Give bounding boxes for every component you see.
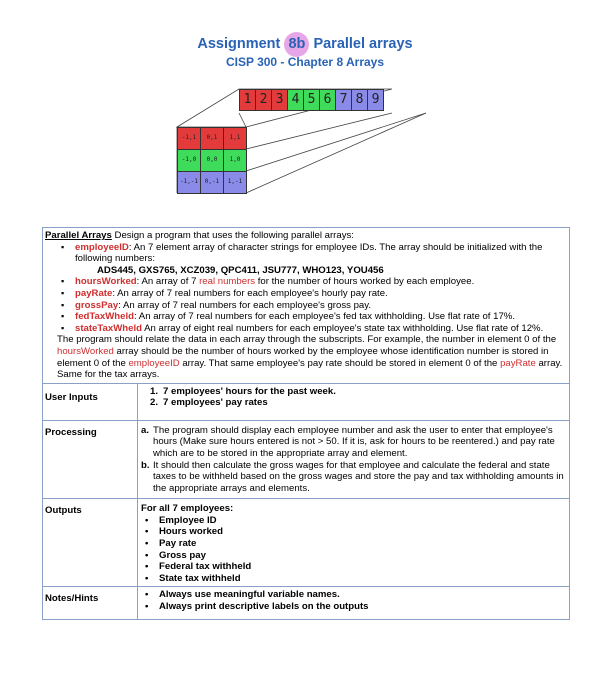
array-cell: 1: [239, 89, 256, 111]
array-name: employeeID: [75, 241, 129, 253]
employee-id-values: ADS445, GXS765, XCZ039, QPC411, JSU777, WHO123, YOU456: [97, 264, 384, 276]
item-text: Hours worked: [159, 526, 223, 538]
row-label: Outputs: [43, 499, 138, 586]
list-item: [61, 323, 565, 335]
row-content: [138, 587, 569, 618]
grid-cell: 1,1: [223, 127, 247, 150]
list-item: • Federal tax withheld: [145, 561, 252, 573]
title-prefix: Assignment: [197, 36, 281, 52]
list-item: [61, 288, 565, 300]
item-text: State tax withheld: [159, 572, 241, 584]
list-item: b. It should then calculate the gross wages for that employee and calculate the federal and state taxes to be withheld based on the gross wages and store the pay and tax withholding amounts in the appropriate arrays and elements.: [141, 460, 566, 495]
row-content: [138, 384, 569, 420]
list-item: • Pay rate: [145, 538, 197, 550]
item-text: Pay rate: [159, 538, 197, 550]
array-cell: 6: [319, 89, 336, 111]
title-suffix: Parallel arrays: [313, 36, 413, 52]
list-item: • Hours worked: [145, 526, 223, 538]
relation-paragraph: [45, 334, 565, 380]
grid-cell: -1,1: [177, 127, 201, 150]
list-item: • Employee ID: [145, 514, 217, 526]
list-item: • State tax withheld: [145, 572, 241, 584]
array-list: [45, 276, 565, 334]
array-name: grossPay: [75, 299, 119, 311]
array-desc: : An array of 7 real numbers for each employee's hourly pay rate.: [112, 287, 388, 299]
paragraph-text: array. Same for the tax arrays.: [57, 357, 563, 381]
list-item: [61, 276, 565, 288]
list-item: [61, 242, 565, 265]
grid-cell: 1,0: [223, 149, 247, 172]
paragraph-text: The program should relate the data in each array through the subscripts. For example, the number in element 0 of the: [57, 334, 557, 346]
grid-cell: 0,0: [200, 149, 224, 172]
list-item: • Gross pay: [145, 549, 206, 561]
list-item: 2. 7 employees' pay rates: [150, 397, 268, 409]
array-desc-highlight: real numbers: [199, 276, 256, 288]
notes-row: [43, 587, 569, 618]
array-desc: : An 7 element array of character strings for employee IDs. The array should be initialized with the following numbers:: [75, 241, 543, 265]
grid-cell: 0,1: [200, 127, 224, 150]
parallel-arrays-description: [43, 228, 569, 384]
intro-text: Design a program that uses the following parallel arrays:: [111, 230, 354, 241]
array-name: fedTaxWheld: [75, 311, 134, 323]
row-label: User Inputs: [43, 384, 138, 420]
row-label: Notes/Hints: [43, 587, 138, 618]
array-desc: An array of eight real numbers for each employee's state tax withholding. Use flat rate of 12%.: [142, 322, 544, 334]
assignment-table: [42, 227, 570, 620]
outputs-lead: For all 7 employees:: [141, 503, 234, 515]
item-text: Gross pay: [159, 549, 206, 561]
array-cell: 5: [303, 89, 320, 111]
assignment-number-badge: 8b: [284, 32, 309, 57]
row-content: [138, 499, 569, 586]
array-name: hoursWorked: [75, 276, 137, 288]
list-item: [61, 311, 565, 323]
array-desc: : An array of 7 real numbers for each employee's fed tax withholding. Use flat rate of 17%.: [134, 311, 515, 323]
item-text: Always print descriptive labels on the outputs: [159, 601, 369, 613]
array-desc: : An array of 7: [136, 276, 200, 288]
array-desc: : An array of 7 real numbers for each employee's gross pay.: [118, 299, 372, 311]
list-item: [61, 300, 565, 312]
section-heading: Parallel Arrays: [45, 230, 112, 241]
paragraph-text: array. That same employee's pay rate should be stored in element 0 of the: [179, 357, 501, 369]
paragraph-highlight: payRate: [500, 357, 536, 369]
intro-line: [45, 230, 565, 242]
projection-line: [246, 113, 426, 193]
array-cell: 7: [335, 89, 352, 111]
projection-line: [239, 113, 246, 127]
array-list: [45, 242, 565, 265]
user-inputs-row: [43, 384, 569, 421]
array-name: stateTaxWheld: [75, 322, 142, 334]
grid-cell: 0,-1: [200, 171, 224, 194]
list-item: a. The program should display each employee number and ask the user to enter that employee's hours (Make sure hours entered is not > 50. If it is, ask for hours to be reentered.) and pay rate which are to be stored in the appropriate array and element.: [141, 425, 566, 460]
item-text: Employee ID: [159, 514, 217, 526]
array-cell: 4: [287, 89, 304, 111]
row-label: Processing: [43, 421, 138, 499]
item-text: It should then calculate the gross wages for that employee and calculate the federal and state taxes to be withheld based on the gross wages and store the pay and tax withholding amounts in the appropriate arrays and elements.: [153, 459, 564, 494]
item-text: Always use meaningful variable names.: [159, 589, 340, 601]
item-text: 7 employees' pay rates: [163, 397, 268, 409]
outputs-row: [43, 499, 569, 587]
list-item: • Always use meaningful variable names.: [145, 589, 340, 601]
two-dimensional-grid: [177, 127, 246, 193]
paragraph-highlight: hoursWorked: [57, 345, 114, 357]
array-cell: 9: [367, 89, 384, 111]
array-cell: 2: [255, 89, 272, 111]
item-text: The program should display each employee number and ask the user to enter that employee's hours (Make sure hours entered is not > 50. If it is, ask for hours to be reentered.) and pay rate which are to be stored in the appropriate array and element.: [153, 424, 555, 459]
course-subtitle: CISP 300 - Chapter 8 Arrays: [225, 55, 385, 69]
paragraph-highlight: employeeID: [128, 357, 180, 369]
array-desc: for the number of hours worked by each employee.: [255, 276, 475, 288]
item-text: 7 employees' hours for the past week.: [163, 385, 336, 397]
array-name: payRate: [75, 287, 113, 299]
grid-cell: -1,0: [177, 149, 201, 172]
list-item: 1. 7 employees' hours for the past week.: [150, 385, 336, 397]
grid-cell: -1,-1: [177, 171, 201, 194]
list-item: • Always print descriptive labels on the outputs: [145, 601, 369, 613]
array-cell: 8: [351, 89, 368, 111]
array-cell: 3: [271, 89, 288, 111]
paragraph-text: array should be the number of hours worked by the employee whose identification number is stored in element 0 of the: [57, 345, 549, 369]
row-content: [138, 421, 569, 499]
item-text: Federal tax withheld: [159, 561, 252, 573]
one-dimensional-array: [239, 89, 383, 113]
assignment-title: [0, 32, 610, 57]
grid-cell: 1,-1: [223, 171, 247, 194]
processing-row: [43, 421, 569, 500]
